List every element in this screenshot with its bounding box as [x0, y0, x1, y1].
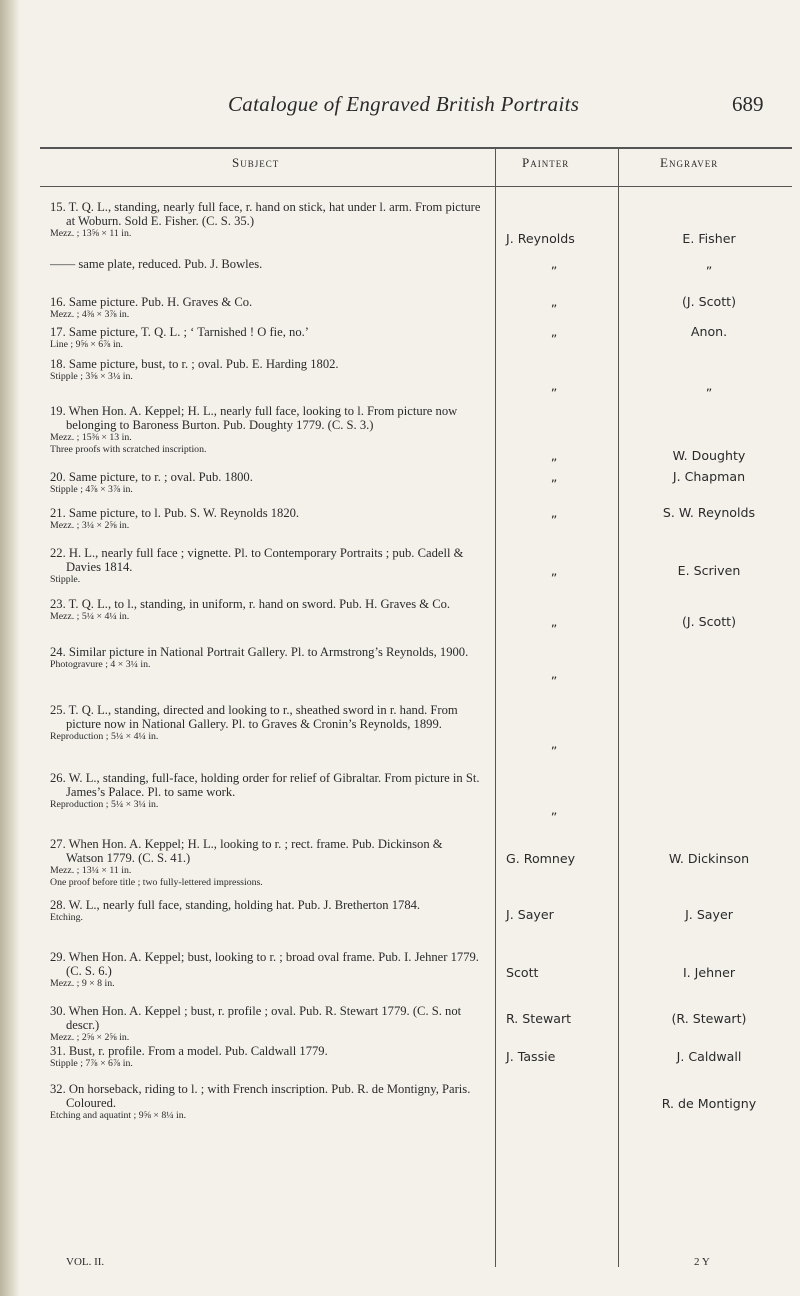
entry-description: 16. Same picture. Pub. H. Graves & Co. [50, 295, 253, 309]
entry-medium-size: Mezz. ; 15⅜ × 13 in. [50, 432, 132, 443]
entry-description: 26. W. L., standing, full-face, holding order for relief of Gibraltar. From picture in St. James’s Palace. Pl. to same work. [50, 771, 480, 799]
entry-description: 23. T. Q. L., to l., standing, in uniform, r. hand on sword. Pub. H. Graves & Co. [50, 597, 451, 611]
painter-cell: „ [550, 256, 558, 271]
entry-medium-size: Mezz. ; 3¼ × 2⅝ in. [50, 520, 130, 531]
painter-cell: „ [550, 294, 558, 309]
entry-25 [50, 645, 482, 671]
entry-medium-size: Stipple ; 4⅞ × 3⅞ in. [50, 484, 133, 495]
entry-description: 31. Bust, r. profile. From a model. Pub. Caldwall 1779. [50, 1044, 328, 1058]
entry-medium-size: Mezz. ; 5¼ × 4¼ in. [50, 611, 130, 622]
entry-medium-size: Line ; 9⅝ × 6⅞ in. [50, 339, 124, 350]
entry-27 [50, 771, 482, 811]
entry-description: 27. When Hon. A. Keppel; H. L., looking to r. ; rect. frame. Pub. Dickinson & Watson 1779. (C. S. 41.) [50, 837, 443, 865]
entry-16 [50, 257, 482, 271]
engraver-cell: R. de Montigny [661, 1096, 757, 1111]
painter-cell: „ [550, 614, 558, 629]
entry-33 [50, 1082, 482, 1122]
column-header-subject: Subject [232, 155, 280, 170]
engraver-cell: (J. Scott) [681, 294, 737, 309]
entry-medium-size: Stipple. [50, 574, 81, 585]
engraver-cell: (J. Scott) [681, 614, 737, 629]
engraver-cell: I. Jehner [682, 965, 736, 980]
page-number: 689 [732, 92, 764, 116]
engraver-cell: J. Chapman [672, 469, 746, 484]
engraver-cell: W. Dickinson [668, 851, 750, 866]
entry-17 [50, 295, 482, 321]
painter-cell: „ [550, 469, 558, 484]
painter-cell: „ [550, 448, 558, 463]
column-header-engraver: Engraver [660, 155, 719, 170]
engraver-cell: Anon. [690, 324, 728, 339]
entry-medium-size: Three proofs with scratched inscription. [50, 444, 207, 455]
painter-cell: „ [550, 505, 558, 520]
entry-22 [50, 506, 482, 532]
entry-medium-size: Stipple ; 7⅞ × 6⅞ in. [50, 1058, 133, 1069]
entry-description: 21. Same picture, to l. Pub. S. W. Reynolds 1820. [50, 506, 300, 520]
entry-29 [50, 898, 482, 924]
entry-medium-size: Etching. [50, 912, 83, 923]
entry-description: 18. Same picture, bust, to r. ; oval. Pub. E. Harding 1802. [50, 357, 339, 371]
entry-description: 25. T. Q. L., standing, directed and looking to r., sheathed sword in r. hand. From picture now in National Gallery. Pl. to Graves & Cronin’s Reynolds, 1899. [50, 703, 458, 731]
entry-19 [50, 357, 482, 383]
engraver-cell: E. Scriven [677, 563, 741, 578]
painter-cell: „ [550, 736, 558, 751]
entry-31 [50, 1004, 482, 1044]
entry-description: 17. Same picture, T. Q. L. ; ‘ Tarnished ! O fie, no.’ [50, 325, 309, 339]
entry-30 [50, 950, 482, 990]
entry-description: 19. When Hon. A. Keppel; H. L., nearly full face, looking to l. From picture now belonging to Baroness Burton. Pub. Doughty 1779. (C. S. 3.) [50, 404, 458, 432]
painter-cell: G. Romney [506, 851, 576, 866]
entry-medium-size: Stipple ; 3⅝ × 3¼ in. [50, 371, 133, 382]
entry-medium-size: One proof before title ; two fully-lettered impressions. [50, 877, 263, 888]
entry-18 [50, 325, 482, 351]
painter-cell: „ [550, 666, 558, 681]
entry-description: —— same plate, reduced. Pub. J. Bowles. [50, 257, 263, 271]
entry-medium-size: Mezz. ; 2⅝ × 2⅝ in. [50, 1032, 130, 1043]
engraver-cell: J. Caldwall [676, 1049, 742, 1064]
engraver-cell: S. W. Reynolds [662, 505, 756, 520]
entry-24 [50, 597, 482, 623]
entry-21 [50, 470, 482, 496]
column-divider-1 [495, 147, 496, 1267]
entry-description: 20. Same picture, to r. ; oval. Pub. 1800. [50, 470, 253, 484]
entry-medium-size: Mezz. ; 4⅜ × 3⅞ in. [50, 309, 130, 320]
top-rule [40, 147, 792, 149]
painter-cell: J. Tassie [506, 1049, 556, 1064]
entry-medium-size: Mezz. ; 9 × 8 in. [50, 978, 115, 989]
engraver-cell: E. Fisher [682, 231, 736, 246]
entry-description: 29. When Hon. A. Keppel; bust, looking to r. ; broad oval frame. Pub. I. Jehner 1779. (C. S. 6.) [50, 950, 479, 978]
engraver-cell: „ [705, 378, 713, 393]
entry-medium-size: Photogravure ; 4 × 3¼ in. [50, 659, 151, 670]
entry-description: 32. On horseback, riding to l. ; with French inscription. Pub. R. de Montigny, Paris. Coloured. [50, 1082, 471, 1110]
entry-32 [50, 1044, 482, 1070]
engraver-cell: W. Doughty [672, 448, 746, 463]
column-divider-2 [618, 147, 619, 1267]
painter-cell: „ [550, 378, 558, 393]
header-rule [40, 186, 792, 187]
signature-mark: 2 Y [694, 1256, 710, 1268]
running-title: Catalogue of Engraved British Portraits [228, 92, 580, 116]
volume-label: VOL. II. [66, 1256, 105, 1268]
painter-cell: J. Reynolds [506, 231, 575, 246]
book-binding-edge [0, 0, 20, 1296]
column-header-painter: Painter [522, 155, 570, 170]
engraver-cell: „ [705, 256, 713, 271]
painter-cell: „ [550, 324, 558, 339]
entry-15 [50, 200, 482, 240]
entry-28 [50, 837, 482, 889]
painter-cell: R. Stewart [506, 1011, 572, 1026]
painter-cell: „ [550, 563, 558, 578]
entry-medium-size: Mezz. ; 13¼ × 11 in. [50, 865, 132, 876]
entry-23 [50, 546, 482, 586]
entry-description: 15. T. Q. L., standing, nearly full face, r. hand on stick, hat under l. arm. From picture at Woburn. Sold E. Fisher. (C. S. 35.) [50, 200, 481, 228]
entry-description: 24. Similar picture in National Portrait Gallery. Pl. to Armstrong’s Reynolds, 1900. [50, 645, 469, 659]
entry-description: 22. H. L., nearly full face ; vignette. Pl. to Contemporary Portraits ; pub. Cadell & Davies 1814. [50, 546, 464, 574]
engraver-cell: (R. Stewart) [671, 1011, 747, 1026]
entry-description: 30. When Hon. A. Keppel ; bust, r. profile ; oval. Pub. R. Stewart 1779. (C. S. not descr.) [50, 1004, 462, 1032]
entry-description: 28. W. L., nearly full face, standing, holding hat. Pub. J. Bretherton 1784. [50, 898, 421, 912]
entry-medium-size: Reproduction ; 5¼ × 3¼ in. [50, 799, 159, 810]
entry-20 [50, 404, 482, 456]
painter-cell: Scott [506, 965, 539, 980]
entry-medium-size: Etching and aquatint ; 9⅝ × 8¼ in. [50, 1110, 187, 1121]
entry-medium-size: Mezz. ; 13⅝ × 11 in. [50, 228, 132, 239]
entry-medium-size: Reproduction ; 5¼ × 4¼ in. [50, 731, 159, 742]
painter-cell: „ [550, 802, 558, 817]
painter-cell: J. Sayer [506, 907, 554, 922]
entry-26 [50, 703, 482, 743]
engraver-cell: J. Sayer [685, 907, 733, 922]
